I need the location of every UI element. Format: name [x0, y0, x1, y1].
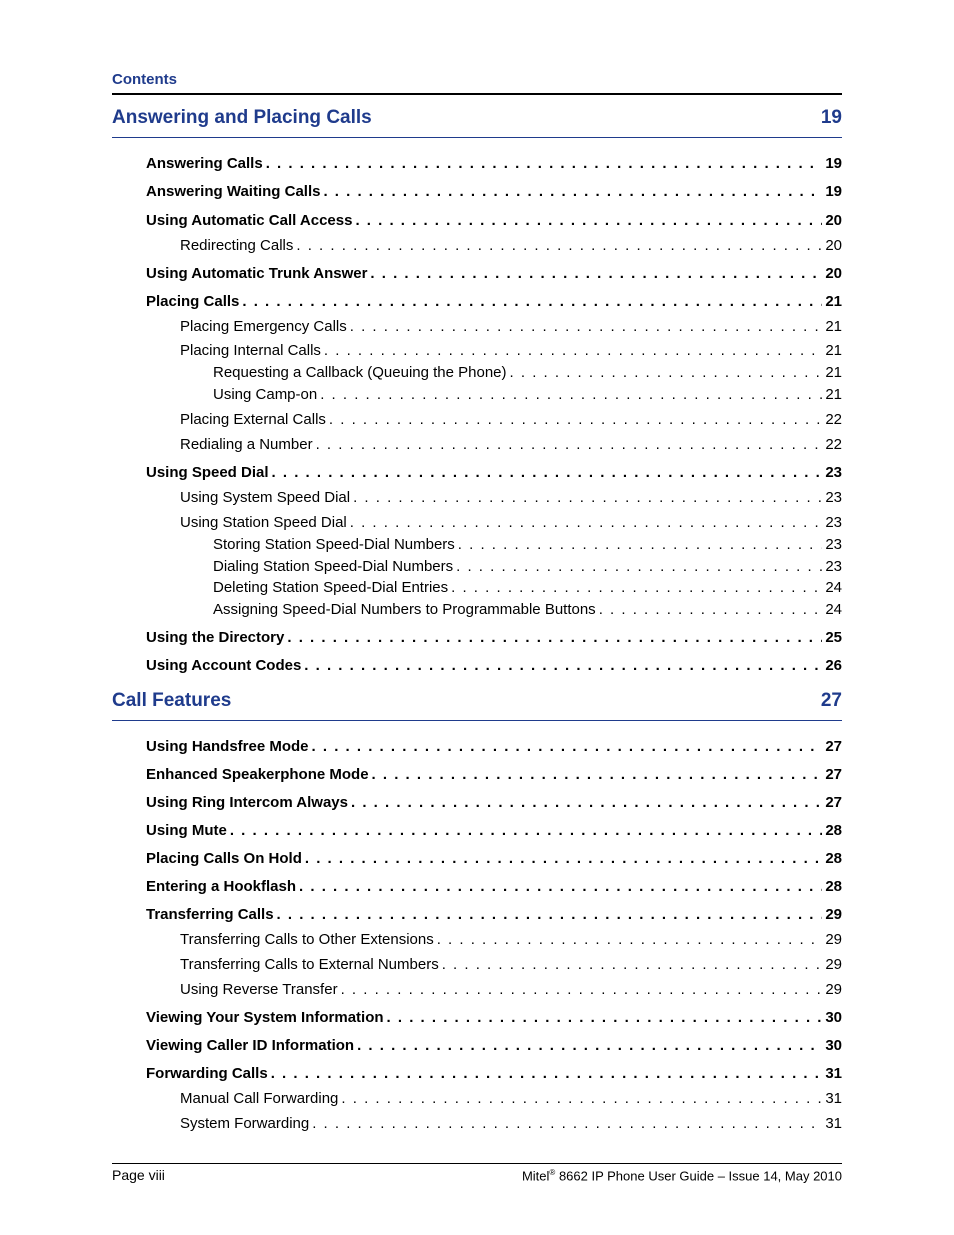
toc-label: Storing Station Speed-Dial Numbers	[213, 535, 455, 553]
toc-label: Manual Call Forwarding	[180, 1089, 339, 1107]
toc-label: Using Automatic Call Access	[146, 211, 353, 229]
dot-leader	[355, 212, 822, 229]
toc-label: Using Reverse Transfer	[180, 980, 338, 998]
toc-page: 23	[825, 488, 842, 506]
toc-entry[interactable]	[146, 627, 842, 647]
dot-leader	[456, 558, 822, 575]
toc-label: Placing Calls	[146, 292, 240, 310]
toc-page: 31	[825, 1064, 842, 1082]
toc-page: 20	[825, 211, 842, 229]
toc-label: Placing Calls On Hold	[146, 849, 302, 867]
footer-rule	[112, 1163, 842, 1164]
toc-label: Using Speed Dial	[146, 463, 269, 481]
toc-entry[interactable]	[146, 210, 842, 230]
toc-entry[interactable]	[146, 1063, 842, 1083]
toc-label: Placing Emergency Calls	[180, 317, 347, 335]
section-heading-call-features[interactable]	[112, 689, 842, 713]
section-rule	[112, 720, 842, 721]
toc-page: 29	[825, 930, 842, 948]
toc-entry[interactable]	[146, 153, 842, 173]
toc-label: Using Station Speed Dial	[180, 513, 347, 531]
toc-entry[interactable]	[146, 764, 842, 784]
dot-leader	[353, 489, 822, 506]
dot-leader	[341, 1090, 822, 1107]
toc-entry[interactable]	[146, 1007, 842, 1027]
dot-leader	[320, 386, 822, 403]
dot-leader	[510, 364, 823, 381]
toc-page: 22	[825, 435, 842, 453]
toc-page: 30	[825, 1008, 842, 1026]
toc-label: Using Handsfree Mode	[146, 737, 309, 755]
dot-leader	[312, 738, 823, 755]
toc-entry[interactable]	[213, 362, 842, 382]
toc-label: Using Mute	[146, 821, 227, 839]
dot-leader	[316, 436, 823, 453]
toc-label: Answering Calls	[146, 154, 263, 172]
dot-leader	[350, 318, 823, 335]
dot-leader	[242, 293, 822, 310]
toc-page: 21	[825, 317, 842, 335]
toc-label: Answering Waiting Calls	[146, 182, 321, 200]
toc-label: Transferring Calls	[146, 905, 274, 923]
toc-label: Enhanced Speakerphone Mode	[146, 765, 369, 783]
toc-label: System Forwarding	[180, 1114, 310, 1132]
dot-leader	[372, 766, 823, 783]
running-header: Contents	[112, 71, 177, 88]
toc-entry[interactable]	[180, 409, 842, 429]
toc-entry[interactable]	[146, 876, 842, 896]
toc-page: 30	[825, 1036, 842, 1054]
toc-page: 21	[825, 341, 842, 359]
toc-label: Deleting Station Speed-Dial Entries	[213, 578, 449, 596]
section-rule	[112, 137, 842, 138]
toc-label: Transferring Calls to Other Extensions	[180, 930, 434, 948]
dot-leader	[350, 514, 823, 531]
section-page: 27	[820, 690, 842, 711]
toc-entry[interactable]	[213, 577, 842, 597]
toc-page: 20	[825, 264, 842, 282]
toc-label: Using Account Codes	[146, 656, 302, 674]
dot-leader	[299, 878, 822, 895]
toc-entry[interactable]	[146, 263, 842, 283]
toc-page: 25	[825, 628, 842, 646]
dot-leader	[437, 931, 823, 948]
toc-label: Requesting a Callback (Queuing the Phone)	[213, 363, 507, 381]
toc-label: Redirecting Calls	[180, 236, 294, 254]
toc-label: Viewing Your System Information	[146, 1008, 384, 1026]
toc-entry[interactable]	[146, 736, 842, 756]
toc-entry[interactable]	[180, 512, 842, 532]
toc-entry[interactable]	[180, 979, 842, 999]
toc-label: Transferring Calls to External Numbers	[180, 955, 439, 973]
dot-leader	[451, 579, 822, 596]
footer-title-text: 8662 IP Phone User Guide – Issue 14, May 2010	[555, 1168, 842, 1184]
dot-leader	[272, 464, 823, 481]
footer-doc-title	[522, 1168, 842, 1183]
dot-leader	[296, 237, 822, 254]
toc-label: Assigning Speed-Dial Numbers to Programmable Buttons	[213, 600, 596, 618]
toc-entry[interactable]	[146, 291, 842, 311]
toc-label: Dialing Station Speed-Dial Numbers	[213, 557, 454, 575]
section-page: 19	[820, 107, 842, 128]
toc-page: 27	[825, 765, 842, 783]
footer-brand: Mitel	[521, 1168, 550, 1184]
toc-entry[interactable]	[213, 384, 842, 404]
toc-entry[interactable]	[146, 792, 842, 812]
dot-leader	[329, 411, 822, 428]
dot-leader	[277, 906, 823, 923]
toc-page: 26	[825, 656, 842, 674]
section-title: Call Features	[112, 690, 232, 711]
toc-label: Placing Internal Calls	[180, 341, 321, 359]
toc-entry[interactable]	[213, 556, 842, 576]
toc-page: 23	[825, 463, 842, 481]
toc-entry[interactable]	[146, 655, 842, 675]
toc-entry[interactable]	[146, 848, 842, 868]
toc-entry[interactable]	[180, 929, 842, 949]
dot-leader	[230, 822, 822, 839]
section-title: Answering and Placing Calls	[112, 107, 372, 128]
toc-page: 31	[825, 1089, 842, 1107]
toc-label: Using Automatic Trunk Answer	[146, 264, 368, 282]
toc-entry[interactable]	[146, 820, 842, 840]
dot-leader	[351, 794, 822, 811]
toc-page: 28	[825, 849, 842, 867]
toc-label: Using the Directory	[146, 628, 285, 646]
footer-page-number: Page viii	[112, 1167, 165, 1183]
toc-page: 22	[825, 410, 842, 428]
section-heading-answering[interactable]	[112, 106, 842, 130]
toc-label: Forwarding Calls	[146, 1064, 268, 1082]
toc-page: 28	[825, 877, 842, 895]
toc-page: 23	[825, 513, 842, 531]
toc-entry[interactable]	[180, 954, 842, 974]
toc-entry[interactable]	[213, 599, 842, 619]
toc-page: 23	[825, 557, 842, 575]
toc-entry[interactable]	[180, 487, 842, 507]
dot-leader	[324, 342, 822, 359]
toc-page: 24	[825, 600, 842, 618]
dot-leader	[458, 536, 823, 553]
toc-entry[interactable]	[180, 316, 842, 336]
toc-page: 27	[825, 737, 842, 755]
toc-page: 24	[825, 578, 842, 596]
toc-entry[interactable]	[146, 462, 842, 482]
dot-leader	[442, 956, 823, 973]
dot-leader	[357, 1037, 822, 1054]
toc-page: 29	[825, 905, 842, 923]
dot-leader	[271, 1065, 823, 1082]
toc-label: Viewing Caller ID Information	[146, 1036, 355, 1054]
toc-label: Entering a Hookflash	[146, 877, 297, 895]
toc-label: Using System Speed Dial	[180, 488, 351, 506]
dot-leader	[266, 155, 823, 172]
toc-entry[interactable]	[146, 1035, 842, 1055]
toc-page: 27	[825, 793, 842, 811]
toc-entry[interactable]	[146, 181, 842, 201]
registered-mark: ®	[549, 1168, 556, 1177]
toc-page: 31	[825, 1114, 842, 1132]
toc-page: 29	[825, 980, 842, 998]
dot-leader	[370, 265, 822, 282]
toc-page: 21	[825, 292, 842, 310]
dot-leader	[323, 183, 822, 200]
toc-label: Using Camp-on	[213, 385, 318, 403]
toc-page: 23	[825, 535, 842, 553]
toc-entry[interactable]	[180, 1113, 842, 1133]
header-rule	[112, 93, 842, 95]
toc-entry[interactable]	[213, 534, 842, 554]
dot-leader	[304, 657, 822, 674]
toc-page: 20	[825, 236, 842, 254]
toc-entry[interactable]	[180, 340, 842, 360]
toc-page: 28	[825, 821, 842, 839]
dot-leader	[387, 1009, 823, 1026]
toc-page: 21	[825, 385, 842, 403]
toc-label: Placing External Calls	[180, 410, 326, 428]
toc-entry[interactable]	[180, 1088, 842, 1108]
toc-page: 21	[825, 363, 842, 381]
dot-leader	[305, 850, 822, 867]
toc-page: 19	[825, 182, 842, 200]
dot-leader	[341, 981, 823, 998]
toc-entry[interactable]	[180, 434, 842, 454]
toc-page: 29	[825, 955, 842, 973]
toc-entry[interactable]	[146, 904, 842, 924]
dot-leader	[312, 1115, 822, 1132]
dot-leader	[599, 601, 823, 618]
dot-leader	[287, 629, 822, 646]
toc-label: Using Ring Intercom Always	[146, 793, 348, 811]
toc-label: Redialing a Number	[180, 435, 313, 453]
toc-entry[interactable]	[180, 235, 842, 255]
toc-page: 19	[825, 154, 842, 172]
